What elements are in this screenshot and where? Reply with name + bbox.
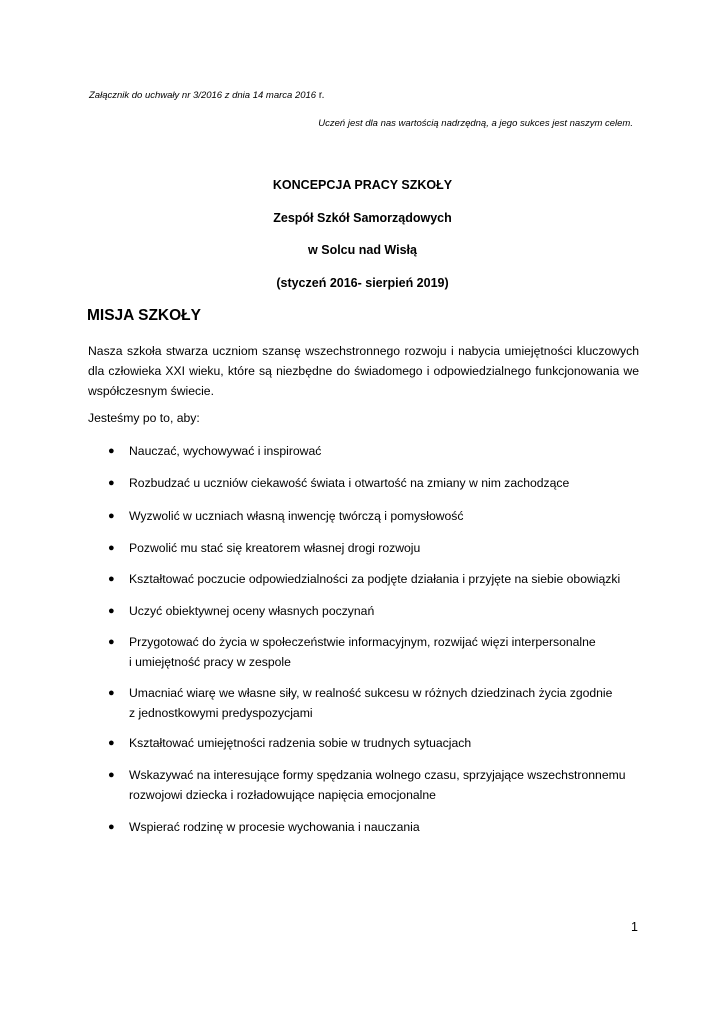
list-item — [108, 683, 648, 723]
list-item-text: Pozwolić mu stać się kreatorem własnej drogi rozwoju — [129, 541, 421, 555]
list-item-text: Kształtować poczucie odpowiedzialności za podjęte działania i przyjęte na siebie obowiązki — [129, 572, 621, 586]
bullet-icon: ● — [108, 687, 115, 699]
mission-intro-paragraph: Nasza szkoła stwarza uczniom szansę wszechstronnego rozwoju i nabycia umiejętności kluczowych dla człowieka XXI wieku, które są niezbędne do świadomego i odpowiedzialnego funkcjonowania we współczesnym świecie. — [88, 344, 639, 398]
bullet-icon: ● — [108, 477, 115, 489]
attachment-note-text: Załącznik do uchwały nr 3/2016 z dnia 14 marca 2016 — [89, 90, 317, 101]
list-item — [108, 601, 648, 621]
list-item-text: Wskazywać na interesujące formy spędzania wolnego czasu, sprzyjające wszechstronnemu rozwojowi dziecka i rozładowujące napięcia emocjonalne — [129, 768, 626, 802]
page-number: 1 — [631, 920, 638, 934]
school-motto: Uczeń jest dla nas wartością nadrzędną, a jego sukces jest naszym celem. — [318, 118, 633, 129]
list-item-text: Wyzwolić w uczniach własną inwencję twórczą i pomysłowość — [129, 509, 464, 523]
bullet-icon: ● — [108, 769, 115, 781]
list-item-text: Kształtować umiejętności radzenia sobie w trudnych sytuacjach — [129, 736, 472, 750]
school-location: w Solcu nad Wisłą — [308, 243, 417, 257]
list-item-text: Uczyć obiektywnej oceny własnych poczynań — [129, 604, 375, 618]
attachment-note — [89, 90, 324, 101]
list-item — [108, 441, 648, 461]
bullet-icon: ● — [108, 605, 115, 617]
list-item — [108, 506, 648, 526]
list-item — [108, 765, 648, 805]
list-item — [108, 473, 648, 493]
bullet-icon: ● — [108, 573, 115, 585]
list-item — [108, 733, 648, 753]
list-item-text: Rozbudzać u uczniów ciekawość świata i otwartość na zmiany w nim zachodzące — [129, 476, 570, 490]
attachment-note-suffix: r. — [316, 90, 325, 101]
list-item — [108, 538, 648, 558]
bullet-icon: ● — [108, 510, 115, 522]
document-title: KONCEPCJA PRACY SZKOŁY — [272, 178, 453, 192]
list-item — [108, 632, 648, 672]
goals-lead-text: Jesteśmy po to, aby: — [88, 411, 200, 425]
list-item — [108, 569, 648, 589]
bullet-icon: ● — [108, 445, 115, 457]
bullet-icon: ● — [108, 542, 115, 554]
list-item-text: Przygotować do życia w społeczeństwie informacyjnym, rozwijać więzi interpersonalne i umiejętność pracy w zespole — [129, 635, 596, 669]
period: (styczeń 2016- sierpień 2019) — [276, 276, 449, 290]
list-item-text: Umacniać wiarę we własne siły, w realność sukcesu w różnych dziedzinach życia zgodnie z jednostkowymi predyspozycjami — [129, 686, 613, 720]
section-heading-mission: MISJA SZKOŁY — [87, 307, 201, 324]
school-name: Zespół Szkół Samorządowych — [273, 211, 452, 225]
bullet-icon: ● — [108, 636, 115, 648]
list-item-text: Wspierać rodzinę w procesie wychowania i nauczania — [129, 820, 420, 834]
list-item — [108, 817, 648, 837]
bullet-icon: ● — [108, 737, 115, 749]
bullet-icon: ● — [108, 821, 115, 833]
list-item-text: Nauczać, wychowywać i inspirować — [129, 444, 322, 458]
